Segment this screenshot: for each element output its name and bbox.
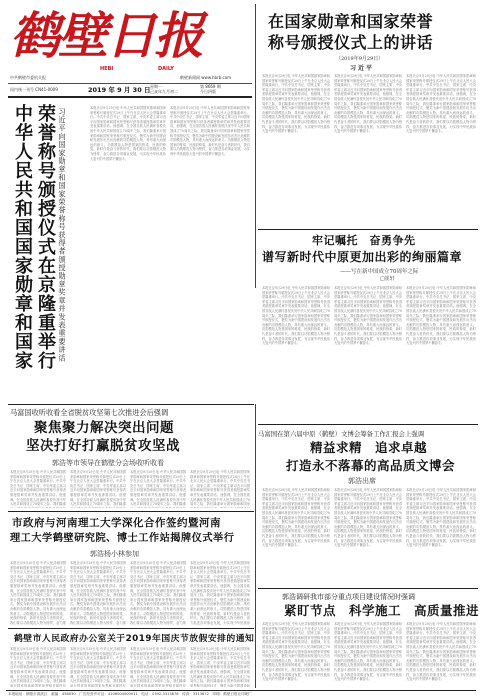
article6-rule-top [258, 588, 478, 589]
vertical-headline-line2: 荣誉称号颁授仪式在京隆重举行 [35, 104, 56, 370]
article3-subtitle: ——写在新中国成立70周年之际 [340, 269, 419, 275]
article2-col-4: 本报北京9月29日电 中华人民共和国国家勋章和国家荣誉称号颁授仪式29日上午在北京人民大会堂隆重举行。中共中央总书记、国家主席、中央军委主席习近平向国家勋章和国家荣誉称号获得者颁授勋章奖章并发表重要讲话。他强调，在全国各族人民满怀喜悦庆祝中华人民共和国成立70周年之际，我们隆重举行国家勋章和国家 [190, 470, 250, 507]
article7-col-3: 本报北京9月29日电 中华人民共和国国家勋章和国家荣誉称号颁授仪式29日上午在北京人民大会堂隆重举行。中共中央总书记、国家主席、中央军委主席习近平向国家勋章和国家荣誉称号获得者颁授勋章奖章并发表重要讲话。他强调，在全国各族人民满怀喜悦庆祝中华人民共和国成立70周年之际，我们隆重举行国家勋章和国家荣誉称号颁授仪 [130, 647, 186, 687]
lead-col-1: 本报北京9月29日电 中华人民共和国国家勋章和国家荣誉称号颁授仪式29日上午在北京人民大会堂隆重举行。中共中央总书记、国家主席、中央军委主席习近平向国家勋章和国家荣誉称号获得者颁授勋章奖章并发表重要讲话。他强调，在全国各族人民满怀喜悦庆祝中华人民共和国成立70周年之际，我们隆重举行国家勋章和国家荣誉称号颁授仪式，褒奖为新中国建设和发展作出杰出贡献的功勋模范人物，具有重大而深远的意义。功勋模范人物是国家的栋梁、民族的脊梁，新时代是奋斗者的时代，我们要以功勋模范人物为榜样，奋力推进各项事业发展，为实现中华民族伟大复兴的中国梦不懈奋斗。 [262, 74, 330, 134]
article6-col-2: 本报北京9月29日电 中华人民共和国国家勋章和国家荣誉称号颁授仪式29日上午在北京人民大会堂隆重举行。中共中央总书记、国家主席、中央军委主席习近平向国家勋章和国家荣誉称号获得者颁授勋章奖章并发表重要讲话。他强调，在全国各族人民满怀喜悦庆祝中华人民共和国成立70周年之际，我们隆重举行国家勋章和国家荣誉称号颁授仪式，褒奖为新中国建设和发展作出杰出贡献的功勋模范人物，具有重大而深远的意义。功勋模范人物是国家的栋梁、民族的脊梁，新时代是奋斗者的时代，我们要以功勋模范人物为榜样，奋力推进各项事业发展，为实现中华民族伟大复兴的中国梦不懈奋斗。 [334, 622, 402, 682]
lead-date-line: （2019年9月29日） [336, 56, 384, 62]
article4-rule-top [8, 511, 254, 512]
masthead-site-line: 鹤壁新闻网 www.hbrb.com [180, 75, 232, 80]
article2-col-2: 本报北京9月29日电 中华人民共和国国家勋章和国家荣誉称号颁授仪式29日上午在北京人民大会堂隆重举行。中共中央总书记、国家主席、中央军委主席习近平向国家勋章和国家荣誉称号获得者颁授勋章奖章并发表重要讲话。他强调，在全国各族人民满怀喜悦庆祝中华人民共和国成立70周年之际，我们隆重 [70, 470, 126, 507]
article6-kicker: 郭浩调研我市部分重点项目建设情况时强调 [282, 593, 415, 601]
article6-col-1: 本报北京9月29日电 中华人民共和国国家勋章和国家荣誉称号颁授仪式29日上午在北京人民大会堂隆重举行。中共中央总书记、国家主席、中央军委主席习近平向国家勋章和国家荣誉称号获得者颁授勋章奖章并发表重要讲话。他强调，在全国各族人民满怀喜悦庆祝中华人民共和国成立70周年之际，我们隆重举行国家勋章和国家荣誉称号颁授仪式，褒奖为新中国建设和发展作出杰出贡献的功勋模范人物，具有重大而深远的意义。功勋模范人物是国家的栋梁、民族的脊梁，新时代是奋斗者的时代，我们要以功勋模范人物为榜样，奋力推进各项事业发展，为实现中华民族伟大复兴的中国梦不懈奋斗。 [262, 622, 330, 682]
article4-col-3: 本报北京9月29日电 中华人民共和国国家勋章和国家荣誉称号颁授仪式29日上午在北京人民大会堂隆重举行。中共中央总书记、国家主席、中央军委主席习近平向国家勋章和国家荣誉称号获得者颁授勋章奖章并发表重要讲话。他强调，在全国各族人民满怀喜悦庆祝中华人民共和国成立70周年之际，我们隆重举行国家勋章和国家荣誉称号颁授仪式，褒奖为新中国建设和发展作出杰出贡献的功勋模范人物，具有重大而深远的意义。功勋模范人物是国家的栋梁、民族的脊梁，新时代是奋斗者的时代，我们要以功勋模范人物为榜样，奋力推 [130, 561, 186, 625]
lead-title-line2: 称号颁授仪式上的讲话 [268, 33, 434, 52]
article5-col-3: 本报北京9月29日电 中华人民共和国国家勋章和国家荣誉称号颁授仪式29日上午在北京人民大会堂隆重举行。中共中央总书记、国家主席、中央军委主席习近平向国家勋章和国家荣誉称号获得者颁授勋章奖章并发表重要讲话。他强调，在全国各族人民满怀喜悦庆祝中华人民共和国成立70周年之际，我们隆重举行国家勋章和国家荣誉称号颁授仪式，褒奖为新中国建设和发展作出杰出贡献的功勋模范人物，具有重大而深远的意义。功勋模范人物是国家的栋梁、民族的脊梁，新时代是奋斗者的时代，我们要以功勋模范人物为榜样，奋力推进各项事业发展，为实现中华民族伟大复兴的中国梦不懈奋斗。 [406, 488, 476, 548]
footer-rule [6, 690, 476, 691]
article5-title-line2: 打造永不落幕的高品质文博会 [286, 458, 456, 473]
article5-rule-top [258, 424, 478, 425]
article7-title: 鹤壁市人民政府办公室关于2019年国庆节放假安排的通知 [14, 634, 255, 644]
masthead-logo: 鹤壁日报 [10, 6, 202, 65]
masthead-pinyin-left: HEBI [100, 66, 114, 72]
article2-col-3: 本报北京9月29日电 中华人民共和国国家勋章和国家荣誉称号颁授仪式29日上午在北京人民大会堂隆重举行。中共中央总书记、国家主席、中央军委主席习近平向国家勋章和国家荣誉称号获得者颁授勋章奖章并发表重要讲话。他强调，在全国各族人民满怀喜悦庆祝中华人民共和国成立70周年之际，我们隆重 [130, 470, 186, 507]
article6-title: 紧盯节点 科学施工 高质量推进 [284, 603, 480, 618]
issue-code: 国内统一刊号 CN41-0009 [10, 87, 58, 92]
column-divider-lower [255, 404, 256, 688]
vertical-article-col-2: 本报北京9月29日电 中华人民共和国国家勋章和国家荣誉称号颁授仪式29日上午在北京人民大会堂隆重举行。中共中央总书记、国家主席、中央军委主席习近平向国家勋章和国家荣誉称号获得者颁授勋章奖章并发表重要讲话。他强调，在全国各族人民满怀喜悦庆祝中华人民共和国成立70周年之际，我们隆重举行国家勋章和国家荣誉称号颁授仪式，褒奖为新中国建设和发展作出杰出贡献的功勋模范人物，具有重大而深远的意义。功勋模范人物是国家的栋梁、民族的脊梁，新时代是奋斗者的时代，我们要以功勋模范人物为榜样，奋力推进各项事业发展，为实现中华民族伟大复兴的中国梦不懈奋斗。 [170, 106, 250, 156]
issue-lunar: 己亥年九月初二 [150, 89, 178, 94]
article2-title-line1: 聚焦聚力解决突出问题 [34, 420, 174, 436]
article4-title-line2: 理工大学鹤壁研究院、博士工作站揭牌仪式举行 [10, 533, 235, 544]
lead-title-line1: 在国家勋章和国家荣誉 [268, 12, 434, 31]
article5-subtitle: 郭浩出席 [348, 477, 376, 485]
article2-subtitle: 郭浩等市领导在鹤壁分会场收听收看 [52, 459, 164, 467]
article4-col-4: 本报北京9月29日电 中华人民共和国国家勋章和国家荣誉称号颁授仪式29日上午在北京人民大会堂隆重举行。中共中央总书记、国家主席、中央军委主席习近平向国家勋章和国家荣誉称号获得者颁授勋章奖章并发表重要讲话。他强调，在全国各族人民满怀喜悦庆祝中华人民共和国成立70周年之际，我们隆重举行国家勋章和国家荣誉称号颁授仪式，褒奖为新中国建设和发展作出杰出贡献的功勋模范人物，具有重大而深远的意义。功勋模范人物是国家的栋梁、民族的脊梁，新时代是奋斗者的时代，我们要以功勋模范人物为榜样，奋力推进各项事业发展，为实现中华民族伟 [190, 561, 250, 625]
article5-kicker: 马富国在第六届中原（鹤壁）文博会筹备工作汇报会上强调 [258, 430, 425, 438]
article2-rule-top [8, 404, 254, 405]
article7-col-4: 本报北京9月29日电 中华人民共和国国家勋章和国家荣誉称号颁授仪式29日上午在北京人民大会堂隆重举行。中共中央总书记、国家主席、中央军委主席习近平向国家勋章和国家荣誉称号获得者颁授勋章奖章并发表重要讲话。他强调，在全国各族人民满怀喜悦庆祝中华人民共和国成立70周年之际，我们隆重举行国家勋章和国家荣誉称号颁授仪式，褒奖为新中国建设和 [190, 647, 250, 687]
lead-author: 习近平 [350, 65, 375, 72]
article7-col-2: 本报北京9月29日电 中华人民共和国国家勋章和国家荣誉称号颁授仪式29日上午在北京人民大会堂隆重举行。中共中央总书记、国家主席、中央军委主席习近平向国家勋章和国家荣誉称号获得者颁授勋章奖章并发表重要讲话。他强调，在全国各族人民满怀喜悦庆祝中华人民共和国成立70周年之际，我们隆重举行国家勋章和国家荣誉称号颁授仪 [70, 647, 126, 687]
article2-col-1: 本报北京9月29日电 中华人民共和国国家勋章和国家荣誉称号颁授仪式29日上午在北京人民大会堂隆重举行。中共中央总书记、国家主席、中央军委主席习近平向国家勋章和国家荣誉称号获得者颁授勋章奖章并发表重要讲话。他强调，在全国各族人民满怀喜悦庆祝中华人民共和国成立70周年之际，我们隆重 [10, 470, 66, 507]
article2-kicker: 马富国收听收看全省脱贫攻坚第七次推进会后强调 [10, 408, 169, 417]
article3-title: 谱写新时代中原更加出彩的绚丽篇章 [262, 250, 463, 264]
article2-title-line2: 坚决打好打赢脱贫攻坚战 [26, 438, 180, 454]
vertical-article-col-1: 本报北京9月29日电 中华人民共和国国家勋章和国家荣誉称号颁授仪式29日上午在北京人民大会堂隆重举行。中共中央总书记、国家主席、中央军委主席习近平向国家勋章和国家荣誉称号获得者颁授勋章奖章并发表重要讲话。他强调，在全国各族人民满怀喜悦庆祝中华人民共和国成立70周年之际，我们隆重举行国家勋章和国家荣誉称号颁授仪式，褒奖为新中国建设和发展作出杰出贡献的功勋模范人物，具有重大而深远的意义。功勋模范人物是国家的栋梁、民族的脊梁，新时代是奋斗者的时代，我们要以功勋模范人物为榜样，奋力推进各项事业发展，为实现中华民族伟大复兴的中国梦不懈奋斗。 [90, 106, 166, 161]
issue-number: 第 8669 期 [200, 84, 221, 89]
lead-col-3: 本报北京9月29日电 中华人民共和国国家勋章和国家荣誉称号颁授仪式29日上午在北京人民大会堂隆重举行。中共中央总书记、国家主席、中央军委主席习近平向国家勋章和国家荣誉称号获得者颁授勋章奖章并发表重要讲话。他强调，在全国各族人民满怀喜悦庆祝中华人民共和国成立70周年之际，我们隆重举行国家勋章和国家荣誉称号颁授仪式，褒奖为新中国建设和发展作出杰出贡献的功勋模范人物，具有重大而深远的意义。功勋模范人物是国家的栋梁、民族的脊梁，新时代是奋斗者的时代，我们要以功勋模范人物为榜样，奋力推进各项事业发展，为实现中华民族伟大复兴的中国梦不懈奋斗。 [406, 74, 476, 134]
issue-weekday: 星期一 [150, 84, 162, 89]
masthead [8, 4, 248, 90]
article7-rule-top [8, 628, 254, 629]
article6-col-3: 本报北京9月29日电 中华人民共和国国家勋章和国家荣誉称号颁授仪式29日上午在北京人民大会堂隆重举行。中共中央总书记、国家主席、中央军委主席习近平向国家勋章和国家荣誉称号获得者颁授勋章奖章并发表重要讲话。他强调，在全国各族人民满怀喜悦庆祝中华人民共和国成立70周年之际，我们隆重举行国家勋章和国家荣誉称号颁授仪式，褒奖为新中国建设和发展作出杰出贡献的功勋模范人物，具有重大而深远的意义。功勋模范人物是国家的栋梁、民族的脊梁，新时代是奋斗者的时代，我们要以功勋模范人物为榜样，奋力推进各项事业发展，为实现中华民族伟大复兴的中国梦不懈奋斗。 [406, 622, 476, 682]
vertical-headline-line1: 中华人民共和国国家勋章和国家 [12, 104, 33, 370]
masthead-rule-bottom [8, 96, 252, 98]
article4-col-2: 本报北京9月29日电 中华人民共和国国家勋章和国家荣誉称号颁授仪式29日上午在北京人民大会堂隆重举行。中共中央总书记、国家主席、中央军委主席习近平向国家勋章和国家荣誉称号获得者颁授勋章奖章并发表重要讲话。他强调，在全国各族人民满怀喜悦庆祝中华人民共和国成立70周年之际，我们隆重举行国家勋章和国家荣誉称号颁授仪式，褒奖为新中国建设和发展作出杰出贡献的功勋模范人物，具有重大而深远的意义。功勋模范人物是国家的栋梁、民族的脊梁，新时代是奋斗者的时代，我们要以功勋模范人物为榜样，奋力推 [70, 561, 126, 625]
masthead-org-line: 中共鹤壁市委机关报 [10, 75, 46, 80]
issue-pages: 今日四版 [200, 89, 216, 94]
article4-subtitle: 郭浩杨小林参加 [90, 550, 139, 558]
article5-title-line1: 精益求精 追求卓越 [310, 440, 428, 455]
article3-col-1: 本报北京9月29日电 中华人民共和国国家勋章和国家荣誉称号颁授仪式29日上午在北京人民大会堂隆重举行。中共中央总书记、国家主席、中央军委主席习近平向国家勋章和国家荣誉称号获得者颁授勋章奖章并发表重要讲话。他强调，在全国各族人民满怀喜悦庆祝中华人民共和国成立70周年之际，我们隆重举行国家勋章和国家荣誉称号颁授仪式，褒奖为新中国建设和发展作出杰出贡献的功勋模范人物，具有重大而深远的意义。功勋模范人物是国家的栋梁、民族的脊梁，新时代是奋斗者的时代，我们要以功勋模范人物为榜样，奋力推进各项事业发展，为实现中华民族伟大复兴的中国梦不懈奋斗。 [262, 286, 330, 346]
article4-col-1: 本报北京9月29日电 中华人民共和国国家勋章和国家荣誉称号颁授仪式29日上午在北京人民大会堂隆重举行。中共中央总书记、国家主席、中央军委主席习近平向国家勋章和国家荣誉称号获得者颁授勋章奖章并发表重要讲话。他强调，在全国各族人民满怀喜悦庆祝中华人民共和国成立70周年之际，我们隆重举行国家勋章和国家荣誉称号颁授仪式，褒奖为新中国建设和发展作出杰出贡献的功勋模范人物，具有重大而深远的意义。功勋模范人物是国家的栋梁、民族的脊梁，新时代是奋斗者的时代，我们要以功勋模范人物为榜样，奋力推 [10, 561, 66, 625]
issue-date: 2019 年 9 月 30 日 [88, 86, 151, 94]
lead-col-2: 本报北京9月29日电 中华人民共和国国家勋章和国家荣誉称号颁授仪式29日上午在北京人民大会堂隆重举行。中共中央总书记、国家主席、中央军委主席习近平向国家勋章和国家荣誉称号获得者颁授勋章奖章并发表重要讲话。他强调，在全国各族人民满怀喜悦庆祝中华人民共和国成立70周年之际，我们隆重举行国家勋章和国家荣誉称号颁授仪式，褒奖为新中国建设和发展作出杰出贡献的功勋模范人物，具有重大而深远的意义。功勋模范人物是国家的栋梁、民族的脊梁，新时代是奋斗者的时代，我们要以功勋模范人物为榜样，奋力推进各项事业发展，为实现中华民族伟大复兴的中国梦不懈奋斗。 [334, 74, 402, 134]
article7-col-1: 本报北京9月29日电 中华人民共和国国家勋章和国家荣誉称号颁授仪式29日上午在北京人民大会堂隆重举行。中共中央总书记、国家主席、中央军委主席习近平向国家勋章和国家荣誉称号获得者颁授勋章奖章并发表重要讲话。他强调，在全国各族人民满怀喜悦庆祝中华人民共和国成立70周年之际，我们隆重举行国家勋章和国家荣誉称号颁授仪 [10, 647, 66, 687]
masthead-pinyin-right: DAILY [158, 66, 174, 72]
article3-rule-top [258, 229, 478, 230]
footer-text: 本报地址：鹤壁市淇滨区 邮编：458030 广告经营许可证：4106004000011 电话：0392-3313876 传真：3313872 印刷：鹤壁日报社印刷厂 [8, 692, 253, 696]
article4-title-line1: 市政府与河南理工大学深化合作签约暨河南 [12, 517, 221, 529]
article3-col-3: 本报北京9月29日电 中华人民共和国国家勋章和国家荣誉称号颁授仪式29日上午在北京人民大会堂隆重举行。中共中央总书记、国家主席、中央军委主席习近平向国家勋章和国家荣誉称号获得者颁授勋章奖章并发表重要讲话。他强调，在全国各族人民满怀喜悦庆祝中华人民共和国成立70周年之际，我们隆重举行国家勋章和国家荣誉称号颁授仪式，褒奖为新中国建设和发展作出杰出贡献的功勋模范人物，具有重大而深远的意义。功勋模范人物是国家的栋梁、民族的脊梁，新时代是奋斗者的时代，我们要以功勋模范人物为榜样，奋力推进各项事业发展，为实现中华民族伟大复兴的中国梦不懈奋斗。 [406, 286, 476, 346]
article5-col-1: 本报北京9月29日电 中华人民共和国国家勋章和国家荣誉称号颁授仪式29日上午在北京人民大会堂隆重举行。中共中央总书记、国家主席、中央军委主席习近平向国家勋章和国家荣誉称号获得者颁授勋章奖章并发表重要讲话。他强调，在全国各族人民满怀喜悦庆祝中华人民共和国成立70周年之际，我们隆重举行国家勋章和国家荣誉称号颁授仪式，褒奖为新中国建设和发展作出杰出贡献的功勋模范人物，具有重大而深远的意义。功勋模范人物是国家的栋梁、民族的脊梁，新时代是奋斗者的时代，我们要以功勋模范人物为榜样，奋力推进各项事业发展，为实现中华民族伟大复兴的中国梦不懈奋斗。 [262, 488, 330, 548]
column-divider-main [255, 4, 256, 288]
article3-author: □崔轩 [380, 276, 395, 282]
vertical-headline-line3: 习近平向国家勋章和国家荣誉称号获得者颁授勋章奖章并发表重要讲话 [58, 108, 67, 363]
article3-col-2: 本报北京9月29日电 中华人民共和国国家勋章和国家荣誉称号颁授仪式29日上午在北京人民大会堂隆重举行。中共中央总书记、国家主席、中央军委主席习近平向国家勋章和国家荣誉称号获得者颁授勋章奖章并发表重要讲话。他强调，在全国各族人民满怀喜悦庆祝中华人民共和国成立70周年之际，我们隆重举行国家勋章和国家荣誉称号颁授仪式，褒奖为新中国建设和发展作出杰出贡献的功勋模范人物，具有重大而深远的意义。功勋模范人物是国家的栋梁、民族的脊梁，新时代是奋斗者的时代，我们要以功勋模范人物为榜样，奋力推进各项事业发展，为实现中华民族伟大复兴的中国梦不懈奋斗。 [334, 286, 402, 346]
article5-col-2: 本报北京9月29日电 中华人民共和国国家勋章和国家荣誉称号颁授仪式29日上午在北京人民大会堂隆重举行。中共中央总书记、国家主席、中央军委主席习近平向国家勋章和国家荣誉称号获得者颁授勋章奖章并发表重要讲话。他强调，在全国各族人民满怀喜悦庆祝中华人民共和国成立70周年之际，我们隆重举行国家勋章和国家荣誉称号颁授仪式，褒奖为新中国建设和发展作出杰出贡献的功勋模范人物，具有重大而深远的意义。功勋模范人物是国家的栋梁、民族的脊梁，新时代是奋斗者的时代，我们要以功勋模范人物为榜样，奋力推进各项事业发展，为实现中华民族伟大复兴的中国梦不懈奋斗。 [334, 488, 402, 548]
article3-kicker: 牢记嘱托 奋勇争先 [312, 234, 416, 247]
